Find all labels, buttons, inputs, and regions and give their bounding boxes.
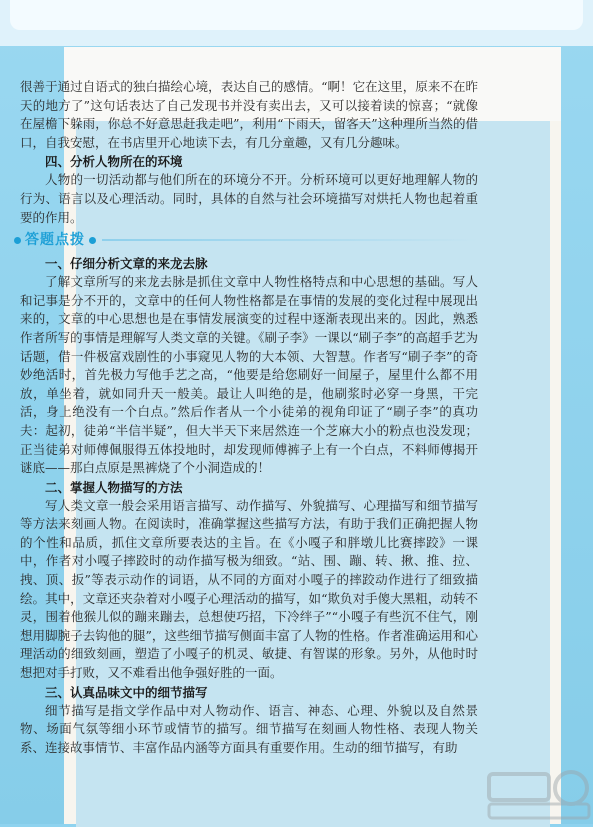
section-two-paragraph: 写人类文章一般会采用语言描写、动作描写、外貌描写、心理描写和细节描写等方法来刻画人物。在阅读时，准确掌握这些描写方法，有助于我们正确把握人物的个性和品质，抓住文章所要表达的主旨。在《小嘎子和胖墩儿比赛摔跤》一课中，作者对小嘎子摔跤时的动作描写极为细致。“站、围、蹦、转、揪、推、拉、拽、顶、扳”等表示动作的词语，从不同的方面对小嘎子的摔跤动作进行了细致描绘。其中，文章还夹杂着对小嘎子心理活动的描写，如“欺负对手傻大黑粗，动转不灵，围着他猴儿似的蹦来蹦去，总想使巧招，下冷绊子”“小嘎子有些沉不住气，刚想用脚腕子去钩他的腿”，这些细节描写侧面丰富了人物的性格。作者准确运用和心理活动的细致刻画，塑造了小嘎子的机灵、敏捷、有智谋的形象。另外，从他时时想把对手打败，又不难看出他争强好胜的一面。 [20,497,478,683]
tips-tag-row [14,228,478,252]
section-two-heading: 二、掌握人物描写的方法 [20,478,478,497]
tips-tag-label: 答题点拨 [25,231,85,250]
section-four-heading: 四、分析人物所在的环境 [20,152,478,171]
watermark-logo-icon [483,764,593,824]
tips-tag [14,231,96,250]
bullet-dot-icon [14,237,21,244]
section-four-paragraph: 人物的一切活动都与他们所在的环境分不开。分析环境可以更好地理解人物的行为、语言以及心理活动。同时，具体的自然与社会环境描写对烘托人物也起着重要的作用。 [20,171,478,227]
page-content [20,78,478,757]
bullet-dot-icon [89,237,96,244]
top-strip [0,0,593,46]
intro-paragraph: 很善于通过自语式的独白描绘心境，表达自己的感情。“啊！它在这里，原来不在昨天的地方了”这句话表达了自己发现书并没有卖出去，又可以接着读的惊喜；“就像在屋檐下躲雨，你总不好意思赶我走吧”，利用“下雨天，留客天”这种理所当然的借口，自我安慰，在书店里开心地读下去，有几分童趣，又有几分趣味。 [20,78,478,152]
section-one-paragraph: 了解文章所写的来龙去脉是抓住文章中人物性格特点和中心思想的基础。写人和记事是分不开的，文章中的任何人物性格都是在事情的发展的变化过程中展现出来的，文章的中心思想也是在事情发展演变的过程中逐渐表现出来的。因此，熟悉作者所写的事情是理解写人类文章的关键。《刷子李》一课以“刷子李”的高超手艺为话题，借一件极富戏剧性的小事窥见人物的大本领、大智慧。作者写“刷子李”的奇妙绝活时，首先极力写他手艺之高，“他要是给您刷好一间屋子，屋里什么都不用放，单坐着，就如同升天一般美。最让人叫绝的是，他刷浆时必穿一身黑，干完活，身上绝没有一个白点。”然后作者从一个小徒弟的视角印证了“刷子李”的真功夫：起初，徒弟“半信半疑”，但大半天下来居然连一个芝麻大小的粉点也没发现；正当徒弟对师傅佩服得五体投地时，却发现师傅裤子上有一个白点，不料师傅揭开谜底——那白点原是黑裤烧了个小洞造成的！ [20,273,478,478]
section-three-heading: 三、认真品味文中的细节描写 [20,683,478,702]
section-one-heading: 一、仔细分析文章的来龙去脉 [20,254,478,273]
tips-tag-underline [102,239,478,241]
top-strip-inner [10,0,583,30]
section-three-paragraph: 细节描写是指文学作品中对人物动作、语言、神态、心理、外貌以及自然景物、场面气氛等细小环节或情节的描写。细节描写在刻画人物性格、表现人物关系、连接故事情节、丰富作品内涵等方面具有重要作用。生动的细节描写，有助 [20,702,478,758]
